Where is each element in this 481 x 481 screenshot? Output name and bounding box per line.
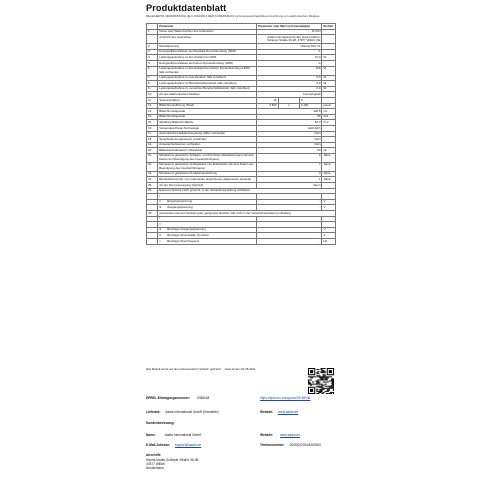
row-unit: W <box>322 86 336 92</box>
row-number: 6. <box>147 66 158 75</box>
row-label: Seitenverhältnis <box>158 97 257 103</box>
row-unit: Jahre <box>322 153 336 162</box>
row-value: Fernsehgerät <box>257 92 322 98</box>
website-label: Website: <box>260 410 274 414</box>
row-label: Externes Netzteil (nicht genormt, in der Verkaufsverpackung enthalten) <box>158 188 336 194</box>
service-name: Aadia International GmbH <box>164 433 202 437</box>
row-unit: Jahre <box>322 177 336 183</box>
table-row <box>147 153 336 162</box>
website2-label: Website: <box>260 433 274 437</box>
row-unit: Hz <box>322 148 336 154</box>
row-unit <box>322 35 336 44</box>
row-number: 17. <box>147 131 158 137</box>
row-number: 4. <box>147 55 158 61</box>
row-label: Bildschirmdiagonale <box>158 114 257 120</box>
row-label: Bildwiederholfrequenz (Standard) <box>158 148 257 154</box>
row-value: 55 <box>257 114 322 120</box>
row-number <box>147 35 158 44</box>
sub-spacer <box>147 239 158 245</box>
row-number: 11. <box>147 97 158 103</box>
sub-text: Benötigte Stromstärke (A) liefern <box>167 233 210 237</box>
sub-number: iv <box>159 233 162 237</box>
row-number: 3. <box>147 49 158 55</box>
row-number: 22. <box>147 162 158 171</box>
row-value-sep: x <box>278 103 299 109</box>
row-value: 7 <box>257 162 322 171</box>
row-label: Spracherkennungssensor vorhanden <box>158 137 257 143</box>
row-value: 3 <box>257 171 322 177</box>
row-label: Leistungsaufnahme im Aus-Zustand, falls zutreffend <box>158 75 257 81</box>
row-label: Leistungsaufnahme im Bereitschaftszustand, falls zutreffend <box>158 81 257 87</box>
row-number: 8. <box>147 81 158 87</box>
row-value-a: 3 840 <box>257 103 278 109</box>
row-unit: Jahre <box>322 162 336 171</box>
row-value-a: 16 <box>257 97 278 103</box>
row-number: 13. <box>147 109 158 115</box>
sub-unit: V <box>322 227 336 233</box>
row-label: Automatische Helligkeitsregelung (ABC) vorhanden <box>158 131 257 137</box>
row-value: 2 <box>257 153 322 162</box>
header-unit: Einheit <box>322 24 336 30</box>
sub-number: iii <box>159 205 162 210</box>
row-unit: cm <box>322 109 336 115</box>
row-value-b: 9 <box>299 97 322 103</box>
row-value: DYON <box>257 29 322 35</box>
sub-row <box>147 239 336 245</box>
sub-label <box>158 239 257 245</box>
address-line: 47877 Willich <box>146 462 165 467</box>
row-number: 21. <box>147 153 158 162</box>
header-value: Parameter oder Wert und Genauigkeit <box>257 24 322 30</box>
page-title: Produktdatenblatt <box>146 3 227 13</box>
row-number: 25. <box>147 183 158 189</box>
row-value-b: 2 160 <box>299 103 322 109</box>
sub-unit: V <box>322 199 336 205</box>
row-label: Anwesenheitssensor vorhanden <box>158 142 257 148</box>
sub-unit: V <box>322 205 336 211</box>
row-value: 76,0 <box>257 55 322 61</box>
row-label: Verwendete Panel-Technologie <box>158 125 257 131</box>
row-label: Energieeffizienzklasse bei Standard-Dynamikumfang (SDR) <box>158 49 257 55</box>
row-value: Nein <box>257 137 322 143</box>
row-value: Intern <box>257 183 322 189</box>
sub-value: - <box>257 199 322 205</box>
eprel-link[interactable]: https://eprel.ec.europa.eu/05 58168 <box>260 396 311 400</box>
row-number: 10. <box>147 92 158 98</box>
row-unit: Jahre <box>322 171 336 177</box>
row-label: Mindestens garantierte Produktunterstützung <box>158 171 257 177</box>
email-label: E-Mail-Adresse: <box>146 443 171 447</box>
row-unit: dm² <box>322 120 336 126</box>
row-label: Bildschirmauflösung (Pixel) <box>158 103 257 109</box>
sub-number: i <box>159 193 160 198</box>
supplier-label: Lieferant: <box>146 410 161 414</box>
row-unit: W <box>322 55 336 61</box>
row-number: 14. <box>147 114 158 120</box>
row-value: Aadia International GmbH, Hanns-Martin-Schleyer-Straße 36-38, 47877 Willich, DE <box>257 35 322 44</box>
website-link[interactable]: www.aadia.de <box>278 410 298 414</box>
row-value: 82,3 <box>257 120 322 126</box>
row-value: 0,3 <box>257 81 322 87</box>
row-value: 100 <box>257 66 322 75</box>
row-value: LED (ED) <box>257 125 322 131</box>
row-value: 2,0 <box>257 86 322 92</box>
row-number: 20. <box>147 148 158 154</box>
sub-value: - <box>257 227 322 233</box>
row-value: 0,3 <box>257 75 322 81</box>
row-value: Nein <box>257 142 322 148</box>
row-number: 9. <box>147 86 158 92</box>
row-label: Art des elektronischen Displays <box>158 92 257 98</box>
address-label: Anschrift: <box>146 453 162 457</box>
row-value-sep: : <box>278 97 299 103</box>
sub-text: Benötigte Ausgangsspannung <box>167 227 206 232</box>
row-number: 25. <box>147 188 158 194</box>
row-number: 5. <box>147 60 158 66</box>
row-value: F <box>257 49 322 55</box>
website2-link[interactable]: www.aadia.de <box>280 433 300 437</box>
row-label: Mindestens garantierte Verfügbarkeit von Ersatzteilen (ab dem Datum der Beendigung des Inverkehrbringens) <box>158 162 257 171</box>
sub-unit: Hz <box>322 239 336 245</box>
name-label: Name: <box>146 433 156 437</box>
row-value: 60 <box>257 148 322 154</box>
sub-number: ii <box>159 221 161 226</box>
sub-number: iii <box>159 227 162 232</box>
row-label: Modellkennung <box>158 44 257 50</box>
header-parameter: Parameter <box>158 24 257 30</box>
row-unit: Zoll <box>322 114 336 120</box>
subtitle: DELEGIERTE VERORDNUNG (EU) 2019/2013 DER KOMMISSION zur Energieverbrauchskennzeichnung von elektronischen Displays <box>146 14 320 18</box>
row-label: Bildschirmdiagonale <box>158 109 257 115</box>
sub-number: ii <box>159 199 161 204</box>
eprel-number: 2058168 <box>196 396 210 400</box>
row-unit: W <box>322 81 336 87</box>
row-number: 16. <box>147 125 158 131</box>
row-label: Art der Stromversorgung (Netzteil) <box>158 183 257 189</box>
row-label: Leistungsaufnahme im Ein-Zustand bei hohem Dynamikumfang (HDR), falls vorhanden <box>158 66 257 75</box>
market-note-text: Das Modell wurde auf dem Unionsmarkt in Verkehr gebracht ... zwar ab dem 01.05.2021 <box>146 367 256 371</box>
row-value: G <box>257 60 322 66</box>
eprel-label: EPREL-Eintragungsnummer: <box>146 396 190 400</box>
row-number: 2. <box>147 44 158 50</box>
row-unit: pixels <box>322 103 336 109</box>
row-number: 15. <box>147 120 158 126</box>
row-label: Anschrift des Lieferanten <box>158 35 257 44</box>
row-label: Mindestens garantierte Software- und Firmware-Aktualisierungen (ab dem Datum der Beendigung des Inverkehrbringens) <box>158 153 257 162</box>
row-number: 7. <box>147 75 158 81</box>
row-label: Genormtes externes Netzteil (oder geeignetes Netzteil, falls nicht in der Verkaufsverpackung enthalten) <box>158 211 336 217</box>
row-number: 24. <box>147 177 158 183</box>
email-link[interactable]: support@aadia.de <box>174 443 202 447</box>
sub-value: - <box>257 205 322 211</box>
row-value: Ultimas 55U-T1 <box>257 44 322 50</box>
row-label: Leistungsaufnahme im Ein-Zustand bei SDR <box>158 55 257 61</box>
address-line: Hanns-Martin-Schleyer-Straße 36-38 <box>146 458 199 462</box>
row-number: 26. <box>147 211 158 217</box>
service-label: Kundenbetreuung: <box>146 421 175 425</box>
sub-text: Ausgangsspannung <box>167 205 193 210</box>
sub-text: Benötigte Stromfrequenz <box>167 238 200 243</box>
row-unit: W <box>322 75 336 81</box>
row-number: 23. <box>147 171 158 177</box>
row-label: Energieeffizienzklasse bei hohem Dynamikumfang (HDR) <box>158 60 257 66</box>
table-row <box>147 162 336 171</box>
table-row <box>147 66 336 75</box>
row-label: Sichtbare Bildschirmfläche <box>158 120 257 126</box>
phone-number: 0049(0)2154/4263300 <box>289 443 321 447</box>
row-label: Name oder Warenzeichen des Lieferanten <box>158 29 257 35</box>
product-data-table <box>146 23 336 245</box>
address-line: Deutschland <box>146 466 164 471</box>
row-value: Nein <box>257 131 322 137</box>
row-number: 18. <box>147 137 158 143</box>
sub-number: i <box>159 216 160 221</box>
row-label: Leistungsaufnahme im vernetzten Bereitschaftsbetrieb, falls zutreffend <box>158 86 257 92</box>
row-value: 138,8 <box>257 109 322 115</box>
table-row <box>147 35 336 44</box>
row-number: 1. <box>147 29 158 35</box>
phone-label: Telefonnummer: <box>260 443 285 447</box>
qr-code-icon[interactable] <box>308 368 334 394</box>
sub-text: Eingangsspannung <box>167 199 192 204</box>
supplier-name: Aadia International GmbH (Hersteller) <box>165 410 219 414</box>
row-label: Mindestlaufzeit der vom Lieferanten angebotenen allgemeinen Garantie <box>158 177 257 183</box>
sub-number: v <box>159 238 161 243</box>
row-unit: W <box>322 66 336 75</box>
sub-value: - <box>257 239 322 245</box>
sub-unit: A <box>322 233 336 239</box>
row-number: 12. <box>147 103 158 109</box>
row-value: 1 <box>257 177 322 183</box>
sub-value: - <box>257 233 322 239</box>
row-number: 19. <box>147 142 158 148</box>
address-block <box>146 458 198 470</box>
